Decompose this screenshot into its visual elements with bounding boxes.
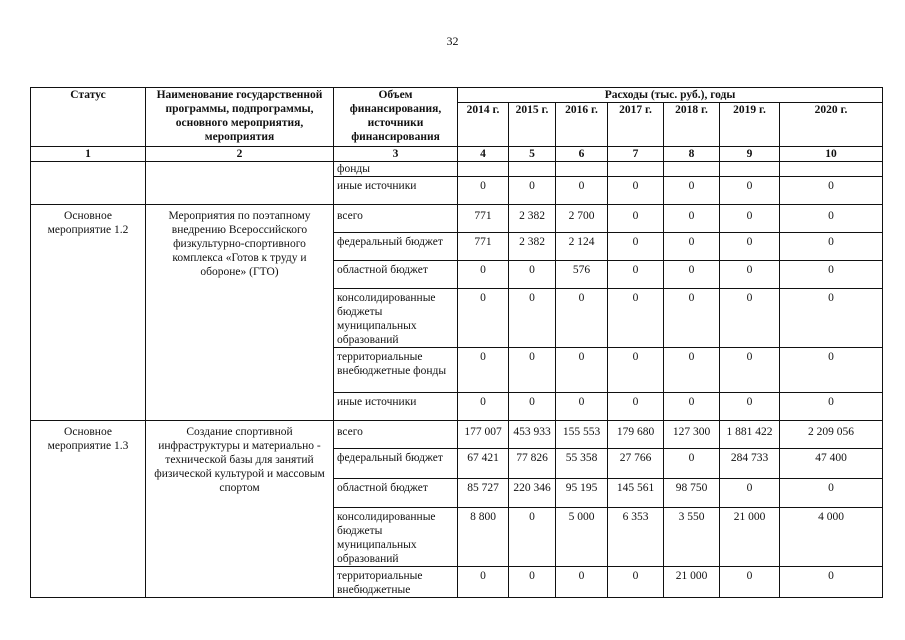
value-cell: 98 750 [664, 479, 720, 508]
program-name-cell: Мероприятия по поэтапному внедрению Всероссийского физкультурно-спортивного комплекса «Готов к труду и обороне» (ГТО) [146, 205, 334, 421]
funding-source-cell: иные источники [334, 177, 458, 205]
value-cell: 0 [780, 348, 883, 393]
value-cell: 0 [780, 233, 883, 261]
column-number: 2 [146, 147, 334, 162]
header-year: 2019 г. [720, 103, 780, 147]
value-cell: 0 [664, 449, 720, 479]
header-name: Наименование государственной программы, подпрограммы, основного мероприятия, мероприятия [146, 88, 334, 147]
value-cell: 21 000 [720, 508, 780, 567]
status-cell: Основное мероприятие 1.2 [31, 205, 146, 421]
funding-source-cell: консолидированные бюджеты муниципальных образований [334, 508, 458, 567]
header-year: 2020 г. [780, 103, 883, 147]
value-cell: 145 561 [608, 479, 664, 508]
value-cell: 5 000 [556, 508, 608, 567]
value-cell: 0 [720, 348, 780, 393]
value-cell: 0 [458, 261, 509, 289]
value-cell: 0 [780, 177, 883, 205]
funding-source-cell: территориальные внебюджетные [334, 567, 458, 598]
funding-source-cell: всего [334, 205, 458, 233]
value-cell: 27 766 [608, 449, 664, 479]
column-number: 3 [334, 147, 458, 162]
value-cell: 155 553 [556, 421, 608, 449]
value-cell: 0 [720, 177, 780, 205]
value-cell: 2 382 [509, 205, 556, 233]
page-number: 32 [446, 34, 459, 48]
value-cell: 0 [780, 261, 883, 289]
value-cell: 0 [780, 205, 883, 233]
value-cell: 0 [509, 261, 556, 289]
value-cell: 3 550 [664, 508, 720, 567]
column-number: 4 [458, 147, 509, 162]
value-cell: 0 [720, 289, 780, 348]
value-cell: 0 [458, 393, 509, 421]
value-cell: 95 195 [556, 479, 608, 508]
header-status: Статус [31, 88, 146, 147]
value-cell: 0 [608, 567, 664, 598]
value-cell: 0 [556, 289, 608, 348]
column-number: 8 [664, 147, 720, 162]
header-year: 2014 г. [458, 103, 509, 147]
value-cell: 0 [608, 261, 664, 289]
funding-source-cell: территориальные внебюджетные фонды [334, 348, 458, 393]
value-cell: 0 [458, 567, 509, 598]
program-name-cell: Создание спортивной инфраструктуры и материально - технической базы для занятий физической культурой и массовым спортом [146, 421, 334, 598]
value-cell: 47 400 [780, 449, 883, 479]
value-cell: 0 [608, 348, 664, 393]
value-cell: 0 [608, 205, 664, 233]
value-cell: 1 881 422 [720, 421, 780, 449]
value-cell: 576 [556, 261, 608, 289]
column-number: 6 [556, 147, 608, 162]
value-cell: 771 [458, 205, 509, 233]
value-cell: 0 [509, 567, 556, 598]
value-cell: 0 [664, 289, 720, 348]
header-expenses: Расходы (тыс. руб.), годы [458, 88, 883, 103]
value-cell [509, 162, 556, 177]
value-cell [664, 162, 720, 177]
value-cell: 0 [509, 177, 556, 205]
header-volume: Объем финансирования, источники финансирования [334, 88, 458, 147]
value-cell [720, 162, 780, 177]
value-cell: 4 000 [780, 508, 883, 567]
value-cell: 0 [458, 348, 509, 393]
value-cell: 453 933 [509, 421, 556, 449]
column-number: 1 [31, 147, 146, 162]
value-cell [556, 162, 608, 177]
value-cell: 0 [720, 205, 780, 233]
value-cell: 0 [556, 177, 608, 205]
value-cell: 179 680 [608, 421, 664, 449]
column-number: 10 [780, 147, 883, 162]
table-body [31, 162, 883, 598]
header-year: 2018 г. [664, 103, 720, 147]
value-cell: 0 [664, 205, 720, 233]
value-cell: 0 [458, 177, 509, 205]
value-cell: 0 [608, 177, 664, 205]
value-cell: 0 [780, 567, 883, 598]
value-cell: 771 [458, 233, 509, 261]
value-cell: 0 [720, 261, 780, 289]
value-cell: 0 [608, 233, 664, 261]
value-cell: 0 [780, 289, 883, 348]
value-cell: 2 382 [509, 233, 556, 261]
value-cell: 55 358 [556, 449, 608, 479]
value-cell: 0 [720, 567, 780, 598]
funding-source-cell: федеральный бюджет [334, 449, 458, 479]
value-cell: 0 [509, 393, 556, 421]
value-cell: 0 [509, 289, 556, 348]
funding-source-cell: областной бюджет [334, 261, 458, 289]
funding-source-cell: иные источники [334, 393, 458, 421]
value-cell: 67 421 [458, 449, 509, 479]
value-cell: 0 [664, 393, 720, 421]
table-row [31, 421, 883, 449]
value-cell: 0 [458, 289, 509, 348]
value-cell: 0 [664, 177, 720, 205]
value-cell: 0 [608, 393, 664, 421]
value-cell: 2 700 [556, 205, 608, 233]
value-cell: 0 [664, 348, 720, 393]
value-cell: 0 [720, 479, 780, 508]
header-year: 2015 г. [509, 103, 556, 147]
value-cell: 0 [556, 348, 608, 393]
column-number: 9 [720, 147, 780, 162]
status-cell: Основное мероприятие 1.3 [31, 421, 146, 598]
value-cell [780, 162, 883, 177]
header-year: 2017 г. [608, 103, 664, 147]
status-cell [31, 162, 146, 205]
table-row [31, 162, 883, 177]
value-cell: 8 800 [458, 508, 509, 567]
column-number: 5 [509, 147, 556, 162]
value-cell [458, 162, 509, 177]
value-cell: 0 [509, 348, 556, 393]
value-cell [608, 162, 664, 177]
value-cell: 0 [664, 233, 720, 261]
column-number: 7 [608, 147, 664, 162]
funding-source-cell: консолидированные бюджеты муниципальных образований [334, 289, 458, 348]
value-cell: 220 346 [509, 479, 556, 508]
value-cell: 127 300 [664, 421, 720, 449]
value-cell: 0 [720, 393, 780, 421]
value-cell: 85 727 [458, 479, 509, 508]
value-cell: 0 [509, 508, 556, 567]
value-cell: 2 209 056 [780, 421, 883, 449]
value-cell: 77 826 [509, 449, 556, 479]
funding-source-cell: федеральный бюджет [334, 233, 458, 261]
value-cell: 177 007 [458, 421, 509, 449]
value-cell: 0 [720, 233, 780, 261]
funding-source-cell: фонды [334, 162, 458, 177]
value-cell: 0 [664, 261, 720, 289]
value-cell: 284 733 [720, 449, 780, 479]
value-cell: 0 [780, 479, 883, 508]
value-cell: 0 [608, 289, 664, 348]
funding-source-cell: всего [334, 421, 458, 449]
value-cell: 0 [556, 393, 608, 421]
funding-table [30, 87, 883, 598]
program-name-cell [146, 162, 334, 205]
value-cell: 2 124 [556, 233, 608, 261]
value-cell: 0 [780, 393, 883, 421]
funding-source-cell: областной бюджет [334, 479, 458, 508]
value-cell: 0 [556, 567, 608, 598]
table-row [31, 205, 883, 233]
value-cell: 21 000 [664, 567, 720, 598]
header-year: 2016 г. [556, 103, 608, 147]
value-cell: 6 353 [608, 508, 664, 567]
